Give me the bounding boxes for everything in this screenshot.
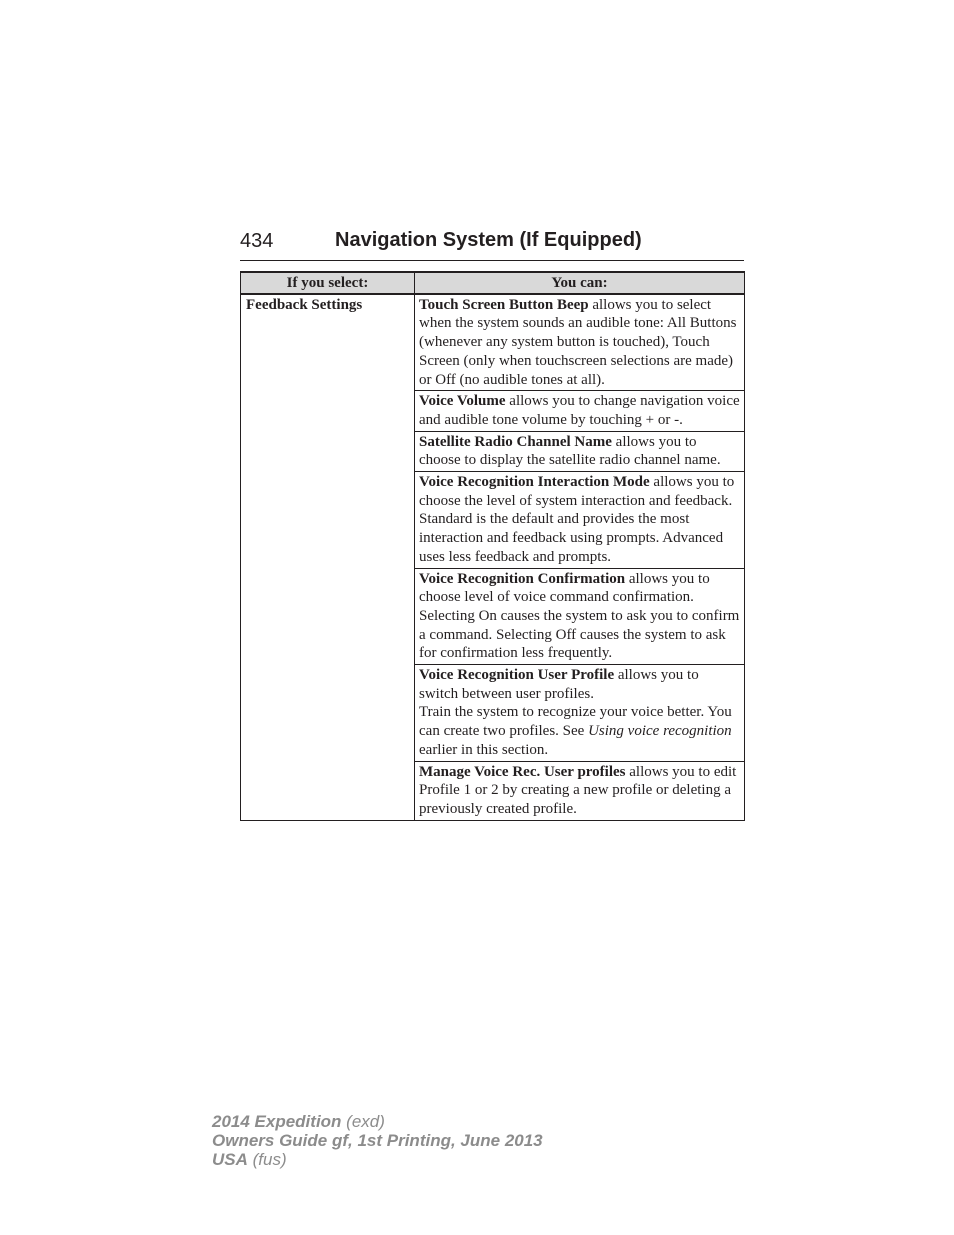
description-cell [415, 568, 745, 665]
setting-term: Satellite Radio Channel Name [419, 433, 612, 450]
footer-market: USA [212, 1150, 248, 1169]
selection-cell: Feedback Settings [241, 294, 415, 820]
setting-term: Manage Voice Rec. User profiles [419, 763, 626, 780]
description-cell [415, 665, 745, 762]
setting-description-extra: Train the system to recognize your voice better. You can create two profiles. See [419, 704, 732, 740]
setting-term: Voice Recognition Confirmation [419, 570, 626, 587]
setting-description: allows you to choose the level of system interaction and feedback. Standard is the default and provides the most interaction and feedback using prompts. Advanced uses less feedback and prompts. [419, 474, 735, 565]
setting-description: allows you to choose to display the satellite radio channel name. [419, 433, 721, 469]
setting-description: allows you to choose level of voice command confirmation. Selecting On causes the system to ask you to confirm a command. Selecting Off causes the system to ask for confirmation less frequently. [419, 570, 740, 662]
table-row [241, 294, 745, 391]
footer-printing: Owners Guide gf, 1st Printing, June 2013 [212, 1131, 543, 1150]
description-cell [415, 294, 745, 391]
page-title: Navigation System (If Equipped) [335, 229, 642, 251]
column-header-select: If you select: [241, 272, 415, 294]
setting-description: allows you to select when the system sounds an audible tone: All Buttons (whenever any system button is touched), Touch Screen (only when touchscreen selections are made) or Off (no audible tones at all). [419, 296, 737, 388]
page-header [240, 228, 744, 261]
footer-model: 2014 Expedition [212, 1112, 342, 1131]
setting-term: Touch Screen Button Beep [419, 296, 589, 313]
setting-description: allows you to switch between user profiles. [419, 667, 699, 702]
footer-model-code: (exd) [341, 1112, 385, 1131]
description-cell [415, 431, 745, 471]
footer-line-market [212, 1150, 543, 1169]
setting-term: Voice Recognition Interaction Mode [419, 474, 650, 491]
cross-reference-link[interactable]: Using voice recognition [588, 723, 732, 740]
setting-description-tail: earlier in this section. [419, 741, 549, 758]
footer-market-code: (fus) [247, 1150, 287, 1169]
description-cell [415, 761, 745, 820]
feedback-settings-table [240, 271, 745, 821]
page-footer [212, 1112, 543, 1169]
setting-term: Voice Volume [419, 393, 506, 410]
description-cell [415, 391, 745, 431]
description-cell [415, 472, 745, 569]
setting-term: Voice Recognition User Profile [419, 667, 615, 684]
setting-description: allows you to edit Profile 1 or 2 by creating a new profile or deleting a previously created profile. [419, 763, 737, 817]
setting-description: allows you to change navigation voice and audible tone volume by touching + or -. [419, 393, 740, 428]
footer-line-model [212, 1112, 543, 1131]
page-number: 434 [240, 230, 274, 252]
column-header-can: You can: [415, 272, 745, 294]
footer-line-printing [212, 1131, 543, 1150]
table-header-row [241, 272, 745, 294]
